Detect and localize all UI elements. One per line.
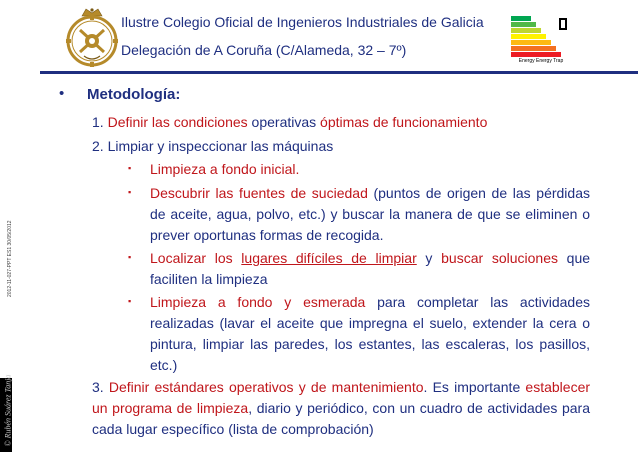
sub-2-text-a: Descubrir las fuentes de suciedad bbox=[150, 185, 368, 201]
sub-bullet-2: ▪ bbox=[128, 187, 132, 197]
sub-item-3 bbox=[150, 248, 590, 290]
section-heading: Metodología: bbox=[87, 86, 181, 103]
sub-4-text-b: para completar las actividades realizadas (lavar el aceite que impregna el suelo, extender la cera o pintura, limpiar las paredes, los estantes, las escaleras, los pasillos, etc.) bbox=[150, 294, 590, 373]
sub-3-text-b: lugares difíciles de limpiar bbox=[241, 250, 417, 266]
item-1-number: 1. bbox=[92, 114, 104, 130]
header-divider bbox=[40, 71, 638, 74]
sub-2-text-b: (puntos de origen de las pérdidas de aceite, agua, polvo, etc.) y buscar la manera de que se eliminen o prever oportunas formas de recogida. bbox=[150, 185, 590, 243]
side-copyright-text: © Rubén Suárez Tanja bbox=[3, 374, 13, 447]
list-item-3 bbox=[92, 377, 590, 440]
sub-item-2 bbox=[150, 183, 590, 246]
item-1-text-c: operativas bbox=[247, 114, 321, 130]
item-2-text: Limpiar y inspeccionar las máquinas bbox=[107, 138, 334, 154]
sub-4-text-a: Limpieza a fondo y esmerada bbox=[150, 294, 366, 310]
item-2-number: 2. bbox=[92, 138, 104, 154]
item-3-text-d: , diario y periódico, con un cuadro de actividades para cada lugar específico (lista de comprobación) bbox=[92, 400, 590, 437]
list-item-1 bbox=[92, 111, 487, 134]
list-item-2 bbox=[92, 135, 333, 158]
sub-bullet-1: ▪ bbox=[128, 163, 132, 173]
sub-3-text-d: buscar soluciones bbox=[441, 250, 558, 266]
sub-3-text-a: Localizar los bbox=[150, 250, 242, 266]
side-document-code: 2012-11-027-PPT ES1 30/05/2012 bbox=[7, 220, 13, 297]
sub-bullet-3: ▪ bbox=[128, 252, 132, 262]
header-delegation-address: Delegación de A Coruña (C/Alameda, 32 – 7º) bbox=[121, 42, 407, 58]
item-3-text-a: Definir estándares operativos y de mantenimiento bbox=[108, 379, 424, 395]
item-1-text-a: Definir las bbox=[107, 114, 174, 130]
sub-3-text-e: que faciliten la limpieza bbox=[150, 250, 591, 287]
college-crest-logo bbox=[64, 6, 120, 68]
energy-logo-caption: Energy Energy Trap bbox=[518, 58, 564, 64]
sub-bullet-4: ▪ bbox=[128, 296, 132, 306]
item-1-text-d: óptimas de funcionamiento bbox=[320, 114, 488, 130]
main-bullet: • bbox=[59, 85, 65, 102]
sub-item-4 bbox=[150, 292, 590, 376]
item-1-text-b: condiciones bbox=[173, 114, 248, 130]
item-3-text-c: establecer un programa de limpieza bbox=[92, 379, 591, 416]
header-college-name: Ilustre Colegio Oficial de Ingenieros Industriales de Galicia bbox=[121, 14, 484, 30]
item-3-number: 3. bbox=[92, 379, 104, 395]
item-3-text-b: . Es importante bbox=[423, 379, 526, 395]
sub-item-1: Limpieza a fondo inicial. bbox=[150, 161, 300, 177]
sub-3-text-c: y bbox=[416, 250, 442, 266]
